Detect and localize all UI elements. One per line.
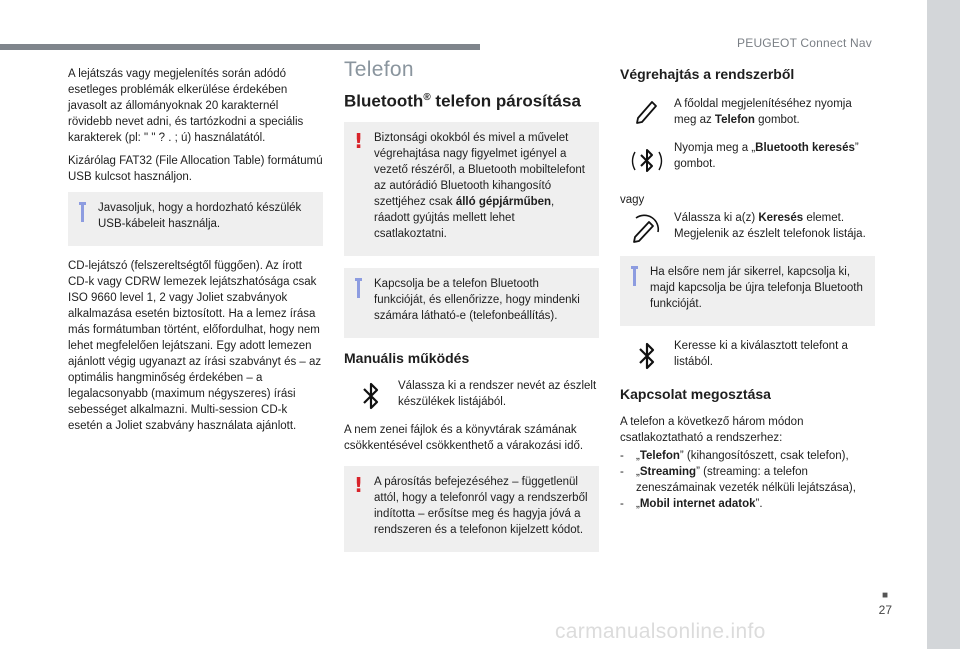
step-text: A főoldal megjelenítéséhez nyomja meg az [674,98,852,126]
info-box-usb [68,192,323,246]
list-item-bold: Streaming [639,466,697,478]
step-text: Válassza ki a(z) [674,212,759,224]
fat32-note: Kizárólag FAT32 (File Allocation Table) formátumú USB kulcsot használjon. [68,155,323,183]
search-touch-icon [620,210,674,246]
list-item-text [636,464,875,496]
list-item [620,448,875,464]
step-text-end: gombot. [754,114,800,126]
info-icon [81,202,84,222]
filename-advice: A lejátszás vagy megjelenítés során adódó esetleges problémák elkerülése érdekében javasolt az állományoknak 20 karakternél rövidebb nevet adni, és tartózkodni a speciális karakterek (pl: " " ? . ; ú) használatától. [68,68,304,144]
list-item-rest: ” (kihangosítószett, csak telefon), [679,450,849,462]
info-text: Javasoljuk, hogy a hordozható készülék USB-kábeleit használja. [98,202,302,230]
exec-step-4-text: Keresse ki a kiválasztott telefont a listából. [674,340,848,368]
info-box-bt [344,268,599,338]
list-dash: - [620,498,624,510]
quote-open: „ [636,498,640,510]
bluetooth-icon [620,338,674,372]
exec-step-2 [620,140,875,182]
list-item-text [636,448,849,464]
step-bold: Bluetooth keresés [755,142,855,154]
list-item-bold: Mobil internet adatok [639,498,756,510]
manual-step [344,378,599,412]
exec-step-3 [620,210,875,246]
info-box-retry [620,256,875,326]
exec-title: Végrehajtás a rendszerből [620,66,795,82]
column-2 [344,58,599,564]
warning-text-end: , ráadott gyújtás mellett lehet csatlakoztatni. [374,195,555,240]
quote-open: „ [636,450,640,462]
bluetooth-icon [344,378,398,412]
column-3 [620,66,875,512]
list-item [620,464,875,496]
step-bold: Keresés [758,212,804,224]
column-1 [68,66,323,441]
step-text-end: ” gombot. [674,142,859,170]
exec-step-3-text [674,210,875,242]
watermark: carmanualsonline.info [555,620,766,643]
list-dash: - [620,466,624,478]
registered-mark: ® [423,92,431,103]
share-intro: A telefon a következő három módon csatlakoztatható a rendszerhez: [620,416,804,444]
stylus-touch-icon [620,96,674,126]
exec-step-2-text [674,140,875,172]
warning-box-safety [344,122,599,256]
or-label: vagy [620,194,645,206]
bluetooth-pairing-title [344,88,599,112]
info-text: Ha elsőre nem jár sikerrel, kapcsolja ki, majd kapcsolja be újra telefonja Bluetooth funkcióját. [650,266,863,310]
share-list [620,448,875,512]
info-icon [357,278,360,298]
section-title: Telefon [344,58,414,81]
list-dash: - [620,450,624,462]
list-item-rest: ” (streaming: a telefon zeneszámainak vezeték nélküli lejátszása), [636,466,856,494]
wait-time-note: A nem zenei fájlok és a könyvtárak számának csökkentésével csökkenthető a várakozási idő. [344,423,584,452]
exec-step-4 [620,338,875,372]
step-bold: Telefon [714,114,755,126]
info-text: Kapcsolja be a telefon Bluetooth funkcióját, és ellenőrizze, hogy mindenki számára látható-e (telefonbeállítás). [374,277,580,322]
cd-player-note: CD-lejátszó (felszereltségtől függően). Az írott CD-k vagy CDRW lemezek lejátszhatósága csak ISO 9660 level 1, 2 vagy Joliet szabványok alkalmazása esetén biztosított. Ha a lemez írása más formátumban történt, előfordulhat, hogy nem lehet megfelelően lejátszani. Egy adott lemezen ajánlott végig ugyanazt az írási szabványt és – az optimális hangminőség érdekében – a legalacsonyabb (maximum négyszeres) írási sebességet alkalmazni. Multi-session CD-k esetén a Joliet szabvány használata ajánlott. [68,260,322,432]
warning-box-code [344,466,599,552]
exclamation-icon: ! [354,472,364,497]
page-side-strip [927,0,960,649]
continuation-mark: ■ [881,590,888,601]
exec-step-1-text [674,96,875,128]
warning-text: A párosítás befejezéséhez – függetlenül attól, hogy a telefonról vagy a rendszerből indította – erősítse meg és hagyja jóvá a rendszeren és a telefonon kijelzett kódot. [374,475,588,536]
bt-title-rest: telefon párosítása [430,91,581,111]
header-title: PEUGEOT Connect Nav [737,36,872,50]
manual-title: Manuális működés [344,349,470,366]
exec-step-1 [620,96,875,130]
step-text-end: elemet. Megjelenik az észlelt telefonok listája. [674,212,866,240]
step-text: Nyomja meg a „ [674,142,756,154]
exclamation-icon: ! [354,128,364,153]
quote-open: „ [636,466,640,478]
manual-step-text: Válassza ki a rendszer nevét az észlelt készülékek listájából. [398,379,597,408]
list-item [620,496,875,512]
header-bar [0,44,480,50]
phone-bluetooth-icon [620,140,674,182]
list-item-bold: Telefon [639,450,680,462]
list-item-text [636,496,763,512]
warning-bold: álló gépjárműben [455,195,552,208]
bt-title-word: Bluetooth [344,91,424,111]
list-item-rest: ”. [755,498,763,510]
warning-text: Biztonsági okokból és mivel a művelet végrehajtása nagy figyelmet igényel a vezető részéről, a Bluetooth mobiltelefont az autórádió Bluetooth kihangosító szettjéhez csak [374,131,585,208]
share-title: Kapcsolat megosztása [620,386,771,402]
info-icon [633,266,636,286]
page-number: 27 [878,603,892,617]
